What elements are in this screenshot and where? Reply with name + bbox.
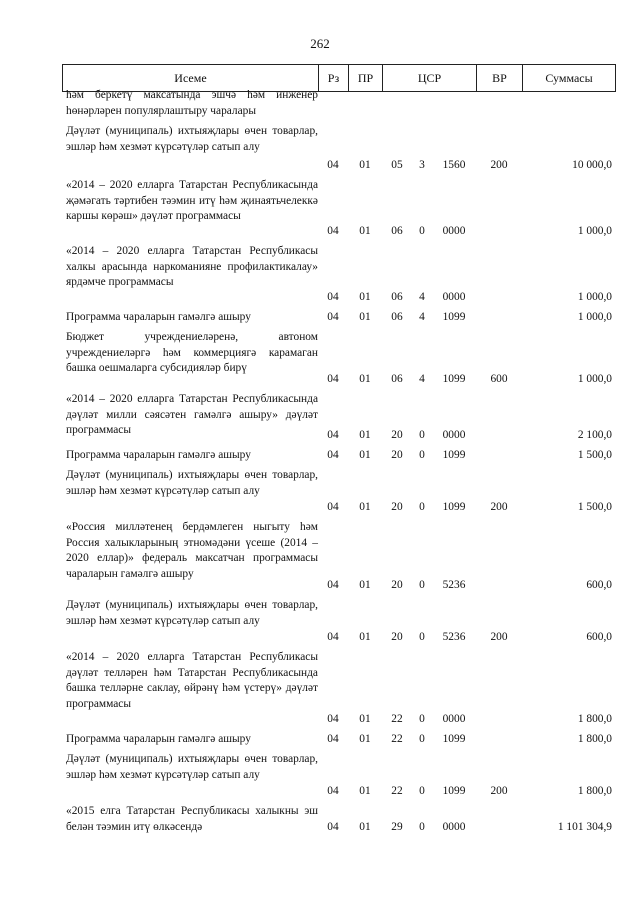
table-row <box>62 448 616 464</box>
cell-c1: 20 <box>391 449 403 462</box>
cell-sum: 600,0 <box>586 579 612 592</box>
cell-pr: 01 <box>359 159 371 172</box>
table-row <box>62 468 616 516</box>
cell-sum: 10 000,0 <box>572 159 612 172</box>
header-pr: ПР <box>349 65 383 91</box>
row-name: Программа чараларын гамәлгә ашыру <box>66 733 251 745</box>
row-name: «2014 – 2020 елларга Татарстан Республикасы дәүләт телләрен һәм Татарстан Республикасында башка телләрне саклау, өйрәнү һәм үстерү» дәүләт программасы <box>66 651 318 710</box>
cell-sum: 1 000,0 <box>577 291 612 304</box>
cell-pr: 01 <box>359 631 371 644</box>
cell-pr: 01 <box>359 429 371 442</box>
cell-c3: 5236 <box>442 579 466 592</box>
cell-c1: 20 <box>391 501 403 514</box>
cell-c1: 06 <box>391 373 403 386</box>
row-name: «2015 елга Татарстан Республикасы халыкны эш белән тәэмин итү өлкәсендә <box>66 805 318 833</box>
cell-c2: 0 <box>419 501 425 514</box>
cell-c3: 1099 <box>442 785 466 798</box>
cell-sum: 1 800,0 <box>577 733 612 746</box>
cell-c1: 20 <box>391 631 403 644</box>
cell-sum: 1 800,0 <box>577 785 612 798</box>
cell-c3: 1099 <box>442 733 466 746</box>
header-rz: Рз <box>319 65 349 91</box>
cell-vr: 200 <box>490 785 508 798</box>
table-row <box>62 520 616 594</box>
cell-rz: 04 <box>327 501 339 514</box>
cell-c2: 4 <box>419 291 425 304</box>
row-name: Дәүләт (муниципаль) ихтыяҗлары өчен товарлар, эшләр һәм хезмәт күрсәтүләр сатып алу <box>66 125 318 153</box>
header-csr: ЦСР <box>383 65 477 91</box>
cell-rz: 04 <box>327 311 339 324</box>
cell-c2: 0 <box>419 785 425 798</box>
table-row <box>62 732 616 748</box>
cell-rz: 04 <box>327 733 339 746</box>
cell-c2: 0 <box>419 225 425 238</box>
cell-rz: 04 <box>327 713 339 726</box>
table-row <box>62 310 616 326</box>
cell-sum: 600,0 <box>586 631 612 644</box>
cell-sum: 1 800,0 <box>577 713 612 726</box>
cell-rz: 04 <box>327 429 339 442</box>
cell-c1: 20 <box>391 429 403 442</box>
header-name: Исеме <box>63 65 319 91</box>
table-row <box>62 330 616 388</box>
table-row <box>62 244 616 306</box>
cell-rz: 04 <box>327 159 339 172</box>
cell-pr: 01 <box>359 449 371 462</box>
cell-pr: 01 <box>359 785 371 798</box>
cell-c1: 06 <box>391 311 403 324</box>
cell-c1: 06 <box>391 225 403 238</box>
row-name: «2014 – 2020 елларга Татарстан Республикасында җәмәгать тәртибен тәэмин итү һәм җинаятьчелеккә каршы көрәш» дәүләт программасы <box>66 179 318 223</box>
cell-c1: 22 <box>391 713 403 726</box>
cell-c1: 22 <box>391 785 403 798</box>
table-row <box>62 650 616 728</box>
cell-sum: 1 500,0 <box>577 501 612 514</box>
cell-c3: 1099 <box>442 501 466 514</box>
cell-c2: 0 <box>419 449 425 462</box>
cell-c2: 4 <box>419 373 425 386</box>
table-row <box>62 598 616 646</box>
cell-c2: 0 <box>419 631 425 644</box>
cell-sum: 2 100,0 <box>577 429 612 442</box>
cell-sum: 1 500,0 <box>577 449 612 462</box>
cell-pr: 01 <box>359 311 371 324</box>
cell-c3: 0000 <box>442 225 466 238</box>
cell-c2: 0 <box>419 579 425 592</box>
cell-pr: 01 <box>359 501 371 514</box>
row-name: «2014 – 2020 елларга Татарстан Республикасында дәүләт милли сәясәтен гамәлгә ашыру» дәүләт программасы <box>66 393 318 437</box>
cell-c1: 06 <box>391 291 403 304</box>
cell-c1: 22 <box>391 733 403 746</box>
cell-pr: 01 <box>359 225 371 238</box>
cell-c3: 1099 <box>442 311 466 324</box>
row-name: Дәүләт (муниципаль) ихтыяҗлары өчен товарлар, эшләр һәм хезмәт күрсәтүләр сатып алу <box>66 599 318 627</box>
cell-c2: 0 <box>419 733 425 746</box>
row-name: «Россия милләтенең бердәмлеген ныгыту һәм Россия халыкларының этномәдәни үсеше (2014 – 2020 еллар)» федераль максатчан программасы чараларын гамәлгә ашыру <box>66 521 318 580</box>
cell-rz: 04 <box>327 821 339 834</box>
cell-rz: 04 <box>327 373 339 386</box>
cell-pr: 01 <box>359 713 371 726</box>
cell-c3: 0000 <box>442 429 466 442</box>
table-row <box>62 804 616 836</box>
cell-sum: 1 000,0 <box>577 373 612 386</box>
cell-vr: 200 <box>490 631 508 644</box>
cell-c2: 0 <box>419 821 425 834</box>
cell-rz: 04 <box>327 291 339 304</box>
cell-sum: 1 000,0 <box>577 311 612 324</box>
header-sum: Суммасы <box>545 71 593 85</box>
cell-pr: 01 <box>359 291 371 304</box>
cell-pr: 01 <box>359 821 371 834</box>
cell-pr: 01 <box>359 373 371 386</box>
row-name: Дәүләт (муниципаль) ихтыяҗлары өчен товарлар, эшләр һәм хезмәт күрсәтүләр сатып алу <box>66 469 318 497</box>
cell-c3: 0000 <box>442 713 466 726</box>
cell-rz: 04 <box>327 631 339 644</box>
cell-c3: 1560 <box>442 159 466 172</box>
cell-rz: 04 <box>327 785 339 798</box>
cell-pr: 01 <box>359 733 371 746</box>
cell-sum: 1 101 304,9 <box>557 821 612 834</box>
header-vr: ВР <box>477 65 523 91</box>
cell-vr: 600 <box>490 373 508 386</box>
cell-rz: 04 <box>327 579 339 592</box>
cell-c1: 29 <box>391 821 403 834</box>
row-name: Программа чараларын гамәлгә ашыру <box>66 449 251 461</box>
table-row <box>62 89 616 122</box>
cell-c3: 0000 <box>442 291 466 304</box>
table-row <box>62 752 616 800</box>
row-name: «2014 – 2020 елларга Татарстан Республикасы халкы арасында наркоманияне профилактикалау» ярдәмче программасы <box>66 245 318 289</box>
cell-c1: 05 <box>391 159 403 172</box>
cell-c3: 1099 <box>442 373 466 386</box>
cell-c1: 20 <box>391 579 403 592</box>
cell-vr: 200 <box>490 159 508 172</box>
row-name: Программа чараларын гамәлгә ашыру <box>66 311 251 323</box>
cell-c2: 0 <box>419 713 425 726</box>
cell-c3: 1099 <box>442 449 466 462</box>
row-name: һәм беркетү максатында эшчә һәм инженер һөнәрләрен популярлаштыру чаралары <box>66 89 318 117</box>
table-row <box>62 178 616 240</box>
cell-c3: 0000 <box>442 821 466 834</box>
page-number: 262 <box>310 36 330 51</box>
cell-c2: 3 <box>419 159 425 172</box>
cell-rz: 04 <box>327 449 339 462</box>
cell-pr: 01 <box>359 579 371 592</box>
cell-c2: 0 <box>419 429 425 442</box>
cell-c2: 4 <box>419 311 425 324</box>
cell-sum: 1 000,0 <box>577 225 612 238</box>
table-row <box>62 392 616 444</box>
table-row <box>62 124 616 174</box>
cell-rz: 04 <box>327 225 339 238</box>
row-name: Дәүләт (муниципаль) ихтыяҗлары өчен товарлар, эшләр һәм хезмәт күрсәтүләр сатып алу <box>66 753 318 781</box>
cell-c3: 5236 <box>442 631 466 644</box>
cell-vr: 200 <box>490 501 508 514</box>
row-name: Бюджет учреждениеләренә, автоном учреждениеләргә һәм коммерциягә карамаган башка оешмаларга субсидияләр бирү <box>66 331 318 375</box>
